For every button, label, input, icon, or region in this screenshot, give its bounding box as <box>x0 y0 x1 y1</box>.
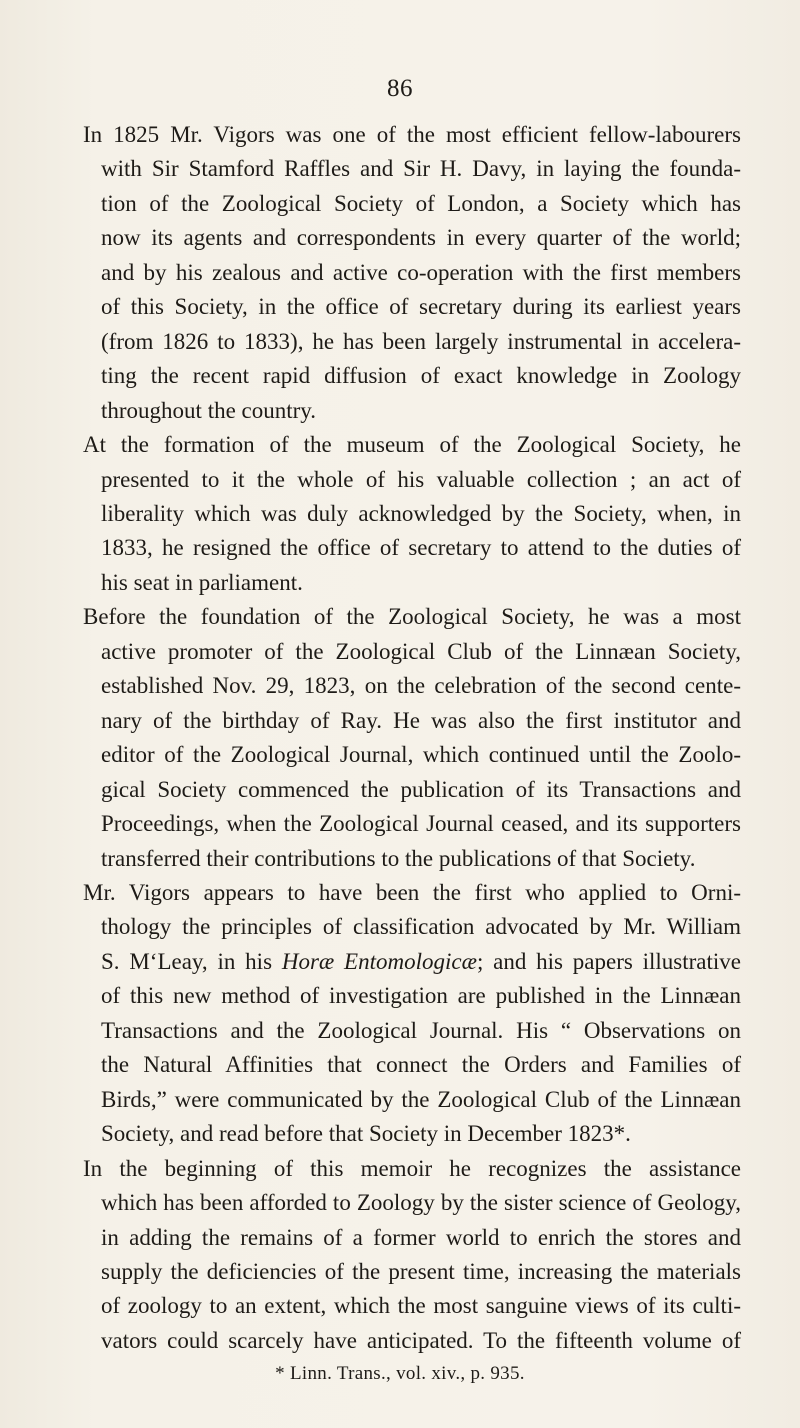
italic-book-title: Horæ Entomologicæ <box>281 948 477 974</box>
page-number: 86 <box>387 75 413 102</box>
body-text <box>65 118 741 1358</box>
text-line: 1833, he resigned the office of secretary to attend to the duties of <box>101 535 741 561</box>
text-line: in adding the remains of a former world to enrich the stores and <box>101 1224 741 1250</box>
text-line: the Natural Affinities that connect the Orders and Families of <box>101 1052 741 1078</box>
paragraph-4 <box>65 876 741 1152</box>
text-line: ting the recent rapid diffusion of exact knowledge in Zoology <box>101 363 741 389</box>
text-line: Birds,” were communicated by the Zoological Club of the Linnæan <box>101 1086 741 1112</box>
text-line: and by his zealous and active co-operation with the first members <box>101 259 741 285</box>
text-line: editor of the Zoological Journal, which continued until the Zoolo- <box>101 742 741 768</box>
text-line: liberality which was duly acknowledged by the Society, when, in <box>101 500 741 526</box>
text-line: established Nov. 29, 1823, on the celebration of the second cente- <box>101 673 741 699</box>
text-line: presented to it the whole of his valuable collection ; an act of <box>101 466 741 492</box>
text-line: Proceedings, when the Zoological Journal ceased, and its supporters <box>101 811 741 837</box>
text-line: At the formation of the museum of the Zoological Society, he <box>83 432 741 458</box>
text-line: thology the principles of classification advocated by Mr. William <box>101 914 741 940</box>
text-line: throughout the country. <box>101 397 317 423</box>
text-line: of this Society, in the office of secretary during its earliest years <box>101 294 741 320</box>
paragraph-2 <box>65 428 741 600</box>
text-line: with Sir Stamford Raffles and Sir H. Davy, in laying the founda- <box>101 156 741 182</box>
text-line-with-italic <box>65 945 741 979</box>
text-line: In the beginning of this memoir he recognizes the assistance <box>83 1155 741 1181</box>
text-line: tion of the Zoological Society of London, a Society which has <box>101 190 741 216</box>
text-segment: ; and his papers illustrative <box>476 948 742 974</box>
text-line: gical Society commenced the publication of its Transactions and <box>101 776 741 802</box>
text-line: supply the deficiencies of the present time, increasing the materials <box>101 1258 741 1284</box>
text-line: of this new method of investigation are published in the Linnæan <box>101 983 741 1009</box>
paragraph-1 <box>65 118 741 428</box>
text-line: Mr. Vigors appears to have been the first who applied to Orni- <box>83 879 741 905</box>
text-line: his seat in parliament. <box>101 569 303 595</box>
text-line: Transactions and the Zoological Journal. His “ Observations on <box>101 1017 741 1043</box>
footnote: * Linn. Trans., vol. xiv., p. 935. <box>275 1363 525 1384</box>
text-line: active promoter of the Zoological Club of the Linnæan Society, <box>101 638 741 664</box>
paragraph-3 <box>65 600 741 876</box>
text-line: nary of the birthday of Ray. He was also the first institutor and <box>101 707 741 733</box>
text-line: (from 1826 to 1833), he has been largely instrumental in accelera- <box>101 328 741 354</box>
text-line: transferred their contributions to the publications of that Society. <box>101 845 696 871</box>
text-line: now its agents and correspondents in every quarter of the world; <box>101 225 741 251</box>
paragraph-5 <box>65 1152 741 1359</box>
text-line: Society, and read before that Society in December 1823*. <box>101 1121 631 1147</box>
text-segment: S. M‘Leay, in his <box>101 948 282 974</box>
text-line: Before the foundation of the Zoological Society, he was a most <box>83 604 741 630</box>
text-line: of zoology to an extent, which the most sanguine views of its culti- <box>101 1293 741 1319</box>
text-line: In 1825 Mr. Vigors was one of the most efficient fellow-labourers <box>83 122 741 147</box>
text-line: which has been afforded to Zoology by the sister science of Geology, <box>101 1190 741 1216</box>
text-line: vators could scarcely have anticipated. To the fifteenth volume of <box>101 1327 741 1353</box>
